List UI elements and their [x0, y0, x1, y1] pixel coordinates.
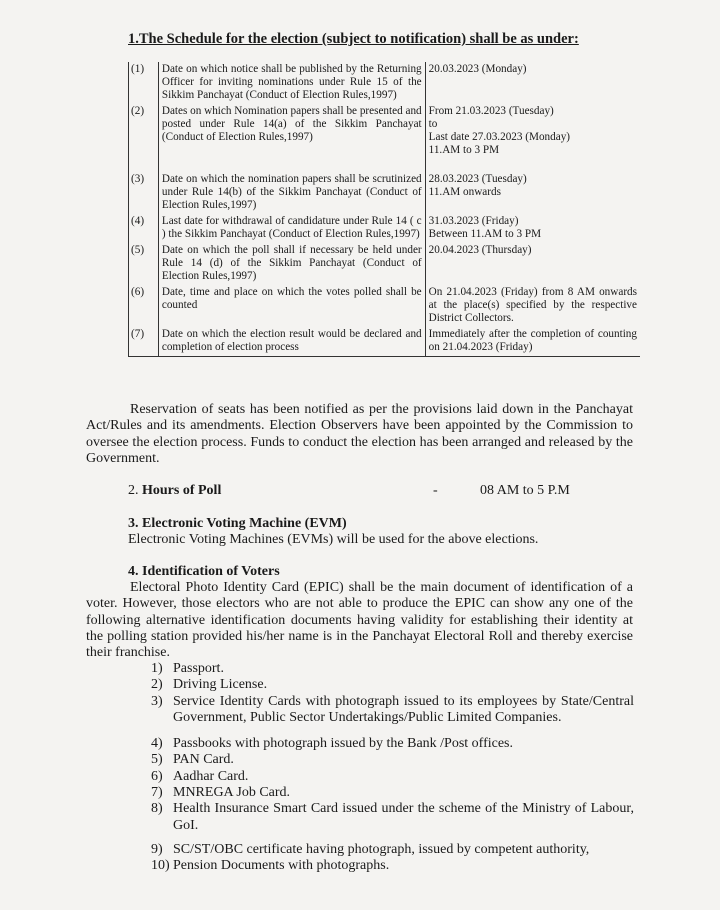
value-line: 20.04.2023 (Thursday)	[428, 244, 532, 256]
row-number: (3)	[129, 172, 159, 214]
value-line: to	[428, 118, 438, 130]
evm-text: Electronic Voting Machines (EVMs) will be used for the above elections.	[128, 532, 539, 547]
item-number: 5)	[151, 752, 163, 768]
item-text: PAN Card.	[173, 752, 234, 768]
identification-documents-list	[128, 661, 634, 875]
schedule-row	[129, 285, 641, 327]
row-value	[425, 243, 640, 285]
list-item	[128, 842, 634, 858]
row-value	[425, 62, 640, 104]
schedule-row	[129, 104, 641, 172]
item-text: Health Insurance Smart Card issued under the scheme of the Ministry of Labour, GoI.	[173, 801, 634, 833]
item-text: SC/ST/OBC certificate having photograph, issued by competent authority,	[173, 841, 590, 857]
item-text: Pension Documents with photographs.	[173, 858, 390, 874]
item-number: 7)	[151, 785, 163, 801]
row-number: (2)	[129, 104, 159, 172]
schedule-row	[129, 243, 641, 285]
section-number: 2.	[128, 483, 139, 498]
list-item	[128, 769, 634, 785]
row-description: Date on which the poll shall if necessary be held under Rule 14 (d) of the Sikkim Panchayat (Conduct of Election Rules,1997)	[158, 243, 425, 285]
row-number: (5)	[129, 243, 159, 285]
item-text: Driving License.	[173, 677, 268, 693]
value-line: 28.03.2023 (Tuesday)	[428, 173, 527, 185]
row-description: Date on which notice shall be published by the Returning Officer for inviting nominations under Rule 15 of the Sikkim Panchayat (Conduct of Election Rules,1997)	[158, 62, 425, 104]
schedule-row	[129, 327, 641, 357]
value-line: 31.03.2023 (Friday)	[428, 215, 519, 227]
row-value	[425, 285, 640, 327]
row-description-text: Dates on which Nomination papers shall be presented and posted under Rule 14(a) of the Sikkim Panchayat (Conduct of Election Rules,1997)	[161, 105, 422, 143]
item-number: 2)	[151, 677, 163, 693]
list-item	[128, 801, 634, 834]
list-item	[128, 694, 634, 727]
item-number: 4)	[151, 736, 163, 752]
value-line: On 21.04.2023 (Friday) from 8 AM onwards at the place(s) specified by the respective District Collectors.	[428, 286, 637, 324]
item-text: MNREGA Job Card.	[173, 785, 291, 801]
row-value	[425, 214, 640, 243]
row-description: Date on which the nomination papers shall be scrutinized under Rule 14(b) of the Sikkim Panchayat (Conduct of Election Rules,1997)	[158, 172, 425, 214]
row-description: Last date for withdrawal of candidature under Rule 14 ( c ) the Sikkim Panchayat (Conduct of Election Rules,1997)	[158, 214, 425, 243]
list-item	[128, 785, 634, 801]
hours-of-poll-label	[128, 483, 221, 499]
hours-of-poll-title: Hours of Poll	[142, 483, 222, 498]
value-line: Immediately after the completion of counting on 21.04.2023 (Friday)	[428, 328, 637, 353]
row-description	[158, 104, 425, 172]
item-text: Service Identity Cards with photograph issued to its employees by State/Central Government, Public Sector Undertakings/Public Limited Companies.	[173, 693, 634, 725]
list-item	[128, 752, 634, 768]
identification-heading: 4. Identification of Voters	[128, 564, 280, 579]
schedule-heading: 1.The Schedule for the election (subject to notification) shall be as under:	[128, 31, 579, 47]
value-line: From 21.03.2023 (Tuesday)	[428, 105, 554, 117]
row-description: Date, time and place on which the votes polled shall be counted	[158, 285, 425, 327]
schedule-row	[129, 172, 641, 214]
item-number: 6)	[151, 768, 163, 784]
item-text: Passport.	[173, 661, 224, 676]
value-line: Last date 27.03.2023 (Monday)	[428, 131, 571, 143]
identification-paragraph: Electoral Photo Identity Card (EPIC) shall be the main document of identification of a voter. However, those electors who are not able to produce the EPIC can show any one of the following alternative identification documents having validity for establishing their identity at the polling station provided his/her name is in the Panchayat Electoral Roll and thereby exercise their franchise.	[86, 580, 633, 661]
row-value	[425, 327, 640, 357]
item-number: 3)	[151, 693, 163, 709]
row-value	[425, 172, 640, 214]
item-number: 8)	[151, 801, 163, 817]
list-item	[128, 677, 634, 693]
row-number: (4)	[129, 214, 159, 243]
value-line: 11.AM onwards	[428, 186, 501, 198]
schedule-row	[129, 62, 641, 104]
item-number: 1)	[151, 661, 163, 676]
list-item	[128, 661, 634, 677]
list-item	[128, 858, 634, 874]
hours-of-poll-value: 08 AM to 5 P.M	[480, 483, 570, 498]
value-line: 11.AM to 3 PM	[428, 144, 500, 156]
row-number: (1)	[129, 62, 159, 104]
list-item	[128, 736, 634, 752]
hours-separator: -	[433, 483, 438, 498]
value-line: 20.03.2023 (Monday)	[428, 63, 527, 75]
reservation-paragraph: Reservation of seats has been notified as per the provisions laid down in the Panchayat Act/Rules and its amendments. Election Observers have been appointed by the Commission to oversee the election process. Funds to conduct the election has been arranged and released by the Government.	[86, 402, 633, 466]
evm-heading: 3. Electronic Voting Machine (EVM)	[128, 516, 347, 531]
item-number: 10)	[151, 858, 170, 874]
item-text: Aadhar Card.	[173, 768, 249, 784]
row-number: (6)	[129, 285, 159, 327]
schedule-table	[128, 62, 640, 357]
item-number: 9)	[151, 841, 163, 857]
row-value	[425, 104, 640, 172]
row-number: (7)	[129, 327, 159, 357]
schedule-row	[129, 214, 641, 243]
item-text: Passbooks with photograph issued by the Bank /Post offices.	[173, 736, 514, 752]
row-description: Date on which the election result would be declared and completion of election process	[158, 327, 425, 357]
value-line: Between 11.AM to 3 PM	[428, 228, 542, 240]
